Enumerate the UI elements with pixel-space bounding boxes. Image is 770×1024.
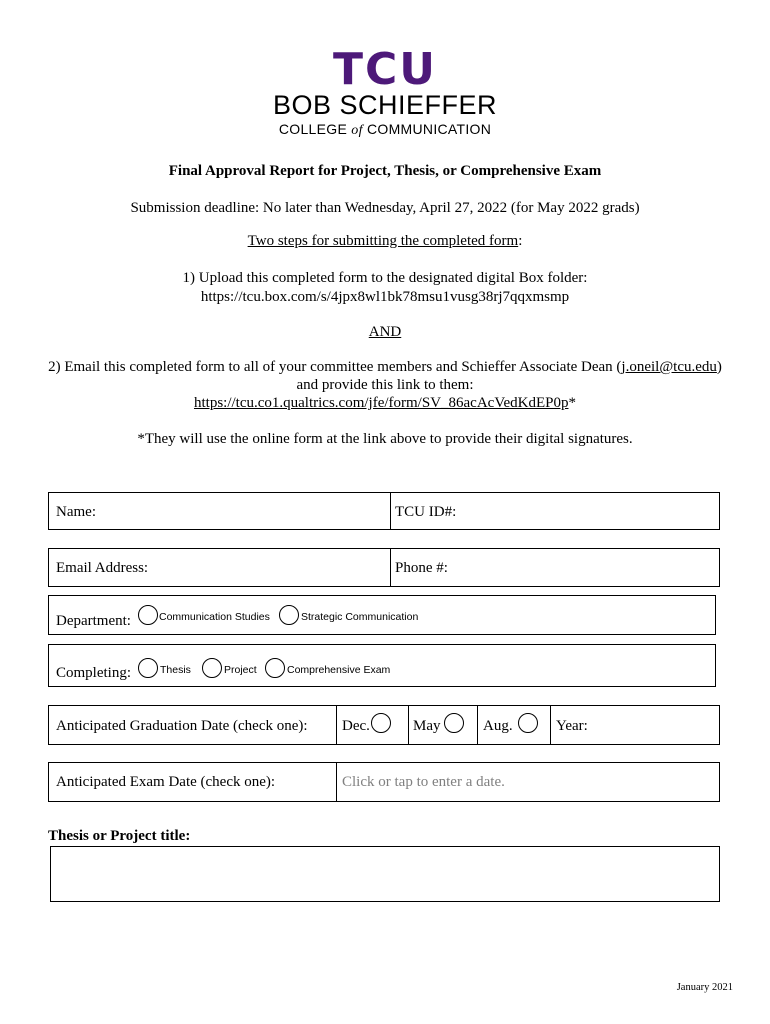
submission-deadline: Submission deadline: No later than Wednesday, April 27, 2022 (for May 2022 grads) bbox=[130, 200, 640, 216]
step1-text: 1) Upload this completed form to the designated digital Box folder: bbox=[182, 270, 588, 286]
row-divider bbox=[336, 706, 337, 744]
strategic-communication-radio[interactable] bbox=[279, 605, 299, 625]
footer-date: January 2021 bbox=[676, 982, 733, 993]
associate-dean-email-link[interactable]: j.oneil@tcu.edu bbox=[621, 359, 717, 375]
thesis-radio[interactable] bbox=[138, 658, 158, 678]
row-divider bbox=[390, 549, 391, 586]
project-radio[interactable] bbox=[202, 658, 222, 678]
comprehensive-exam-option: Comprehensive Exam bbox=[287, 664, 391, 676]
project-option: Project bbox=[224, 664, 257, 676]
college-name: BOB SCHIEFFER bbox=[272, 90, 498, 120]
graduation-date-row bbox=[48, 705, 720, 745]
row-divider bbox=[390, 493, 391, 529]
college-subtitle: COLLEGE of COMMUNICATION bbox=[278, 121, 492, 138]
email-label: Email Address: bbox=[56, 560, 149, 576]
title-label: Thesis or Project title: bbox=[48, 828, 191, 844]
phone-field[interactable] bbox=[459, 553, 714, 581]
year-label: Year: bbox=[556, 718, 588, 734]
row-divider bbox=[550, 706, 551, 744]
name-id-row bbox=[48, 492, 720, 530]
tcu-logo: TCU bbox=[332, 44, 438, 95]
thesis-option: Thesis bbox=[160, 664, 191, 676]
comprehensive-exam-radio[interactable] bbox=[265, 658, 285, 678]
aug-option: Aug. bbox=[483, 718, 513, 734]
completing-label: Completing: bbox=[56, 665, 131, 681]
phone-label: Phone #: bbox=[395, 560, 448, 576]
may-option: May bbox=[413, 718, 441, 734]
tcu-id-field[interactable] bbox=[469, 497, 714, 525]
and-text: AND bbox=[368, 324, 402, 340]
qualtrics-link[interactable]: https://tcu.co1.qualtrics.com/jfe/form/SV_86acAcVedKdEP0p bbox=[193, 395, 569, 411]
signature-note: *They will use the online form at the link above to provide their digital signatures. bbox=[137, 431, 633, 447]
steps-heading: Two steps for submitting the completed form: bbox=[247, 233, 523, 249]
department-label: Department: bbox=[56, 613, 131, 629]
name-field[interactable] bbox=[129, 497, 384, 525]
step2-text: 2) Email this completed form to all of your committee members and Schieffer Associate Dean (j.oneil@tcu.edu) bbox=[48, 359, 722, 375]
step2-provide-link-text: and provide this link to them: bbox=[296, 377, 474, 393]
form-title: Final Approval Report for Project, Thesis, or Comprehensive Exam bbox=[168, 163, 602, 179]
aug-radio[interactable] bbox=[518, 713, 538, 733]
row-divider bbox=[477, 706, 478, 744]
row-divider bbox=[408, 706, 409, 744]
tcu-id-label: TCU ID#: bbox=[395, 504, 457, 520]
name-label: Name: bbox=[56, 504, 96, 520]
strategic-communication-option: Strategic Communication bbox=[301, 611, 419, 623]
communication-studies-option: Communication Studies bbox=[159, 611, 270, 623]
exam-date-label: Anticipated Exam Date (check one): bbox=[56, 774, 276, 790]
may-radio[interactable] bbox=[444, 713, 464, 733]
dec-option: Dec. bbox=[342, 718, 370, 734]
graduation-date-label: Anticipated Graduation Date (check one): bbox=[56, 718, 308, 734]
box-folder-url: https://tcu.box.com/s/4jpx8wl1bk78msu1vusg38rj7qqxmsmp bbox=[200, 289, 570, 305]
email-field[interactable] bbox=[159, 553, 384, 581]
email-phone-row bbox=[48, 548, 720, 587]
year-field[interactable] bbox=[594, 710, 714, 740]
exam-date-row bbox=[48, 762, 720, 802]
row-divider bbox=[336, 763, 337, 801]
communication-studies-radio[interactable] bbox=[138, 605, 158, 625]
exam-date-picker[interactable]: Click or tap to enter a date. bbox=[342, 774, 505, 790]
completing-row bbox=[48, 644, 716, 687]
title-field[interactable] bbox=[50, 846, 720, 902]
qualtrics-link-line: https://tcu.co1.qualtrics.com/jfe/form/SV_86acAcVedKdEP0p* bbox=[193, 395, 576, 411]
dec-radio[interactable] bbox=[371, 713, 391, 733]
department-row bbox=[48, 595, 716, 635]
